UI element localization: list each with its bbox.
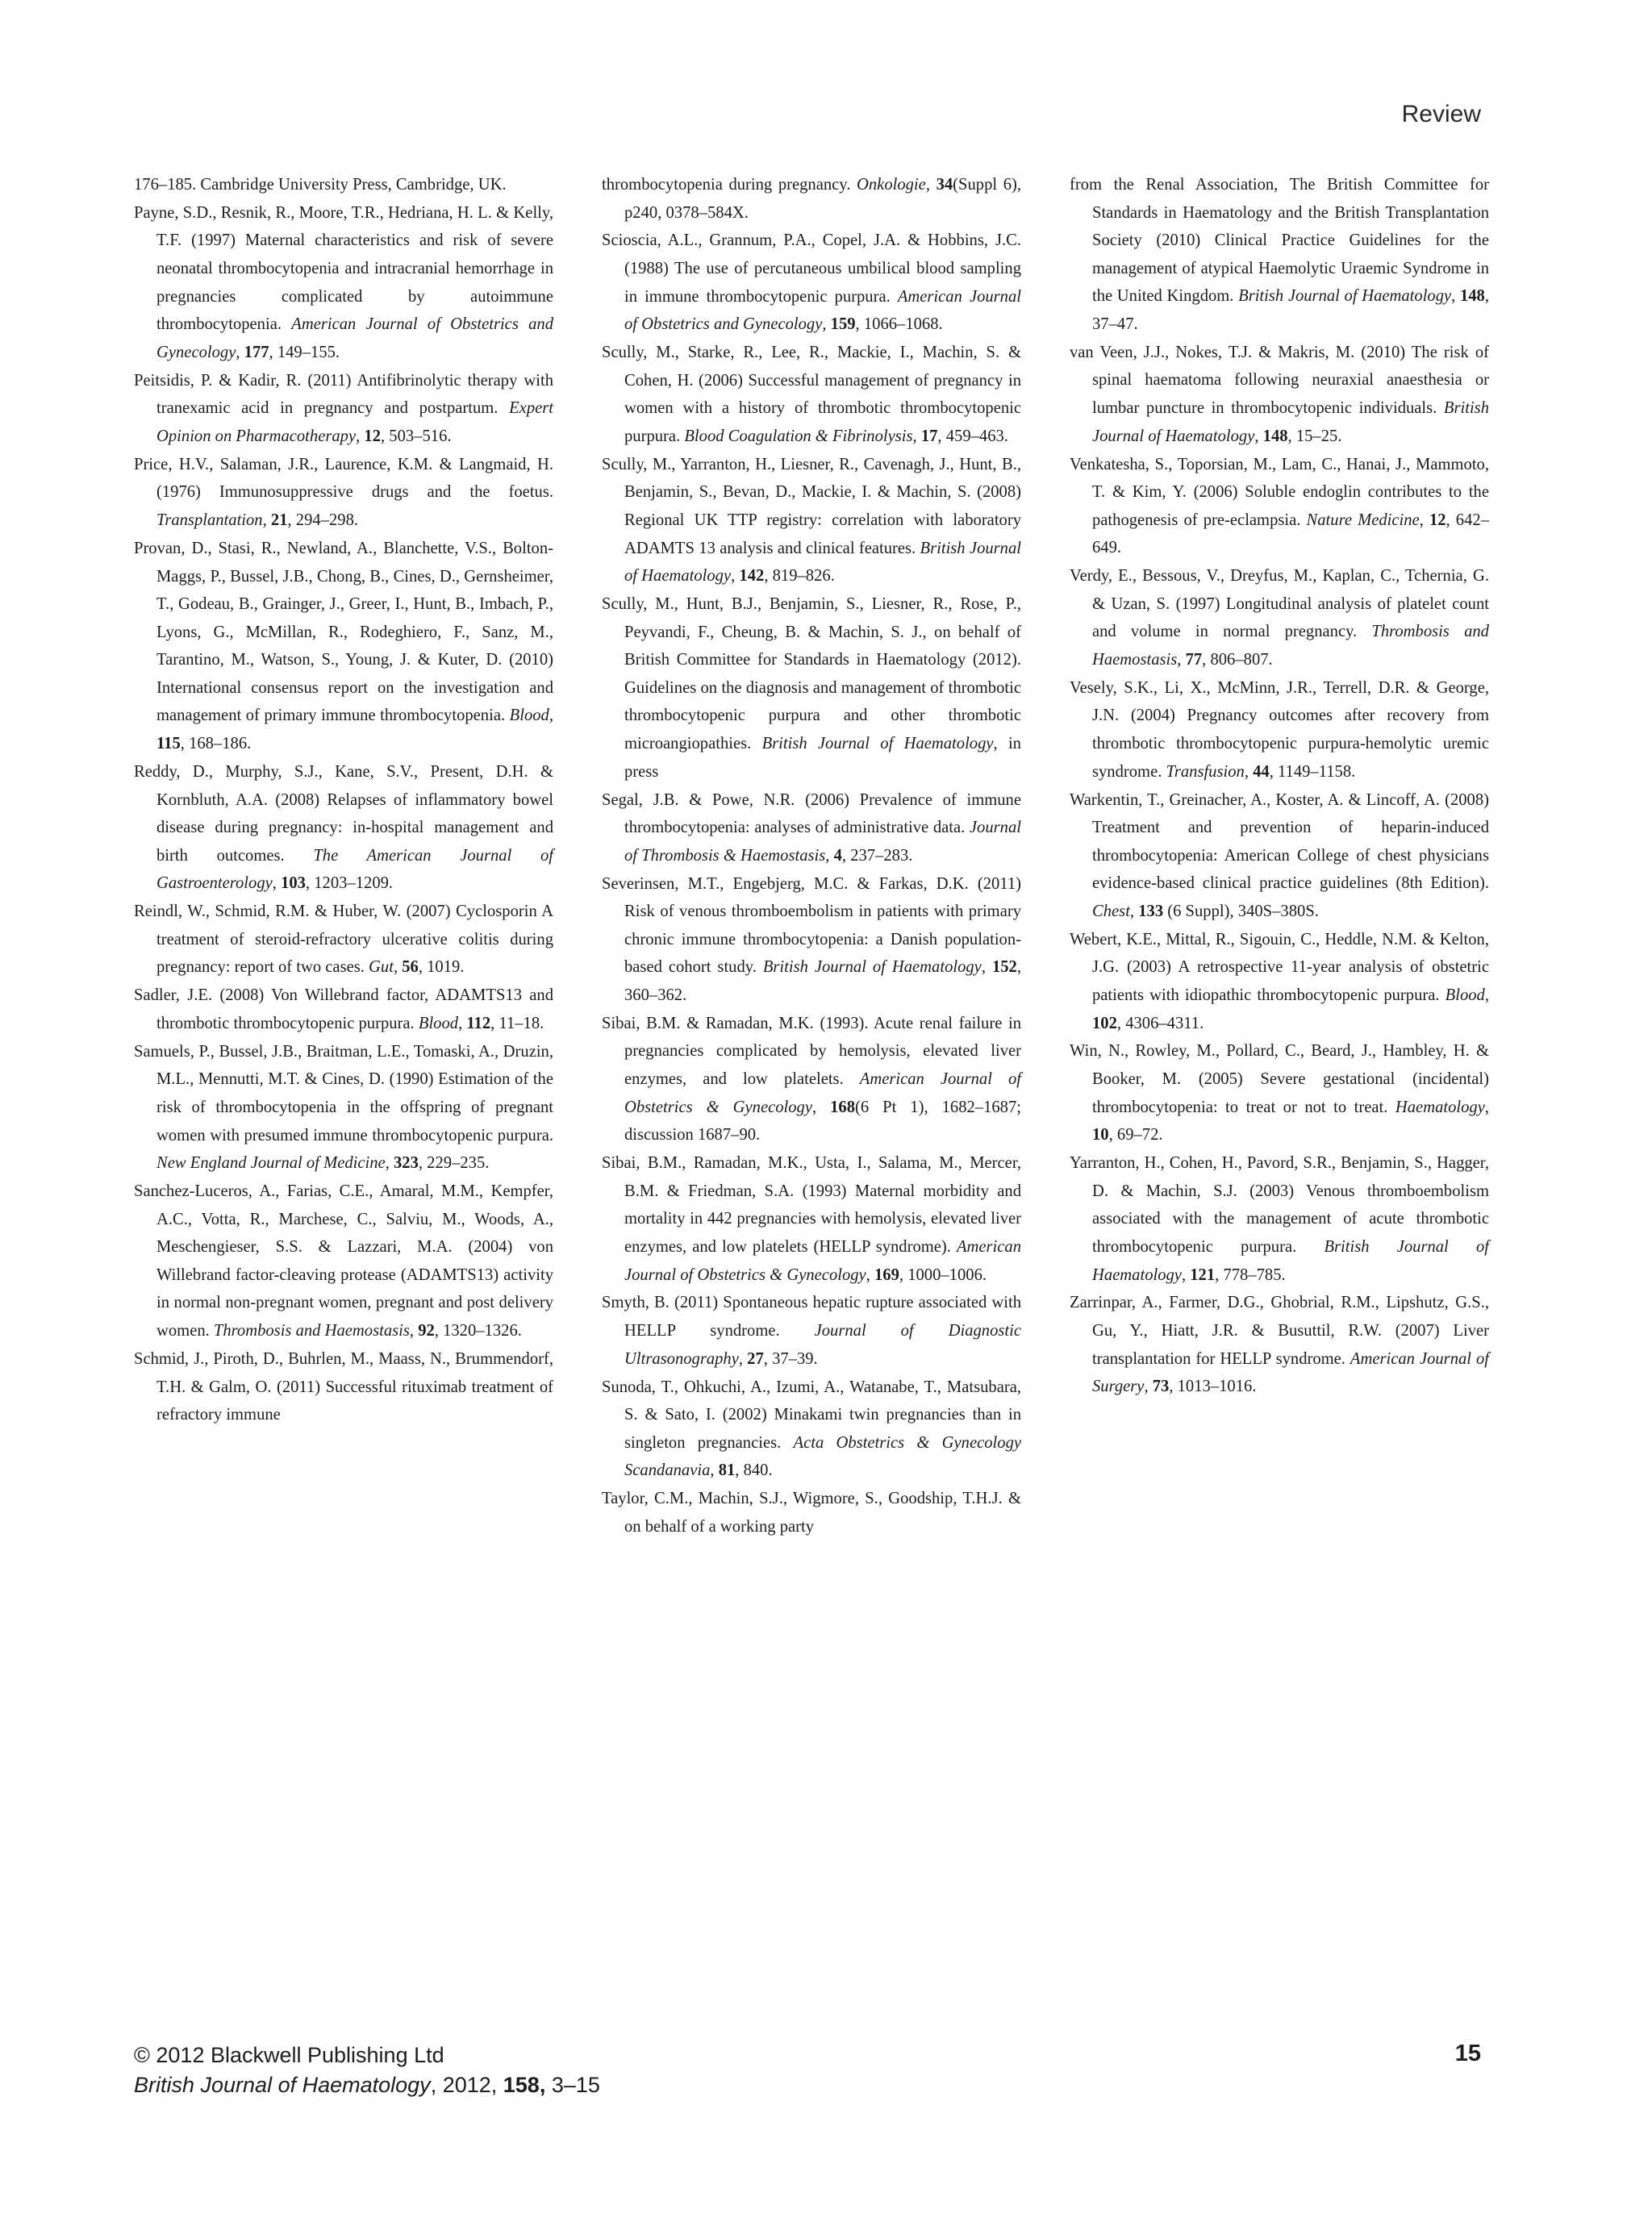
- reference-text: , 37–47.: [1092, 287, 1489, 333]
- reference-journal: British Journal of Haematology: [624, 539, 1021, 586]
- reference-entry: [134, 1178, 553, 1345]
- reference-text: Vesely, S.K., Li, X., McMinn, J.R., Terrell, D.R. & George, J.N. (2004) Pregnancy outcomes after recovery from thrombotic thrombocytopenic purpura-hemolytic uremic syndrome.: [1070, 678, 1489, 781]
- reference-volume: 115: [156, 735, 181, 753]
- reference-text: , 840.: [735, 1461, 773, 1480]
- reference-entry: [1070, 562, 1489, 673]
- reference-entry: [602, 1289, 1021, 1373]
- reference-volume: 112: [466, 1014, 491, 1032]
- reference-column-2: [602, 171, 1021, 1541]
- reference-volume: 34: [936, 176, 953, 194]
- reference-entry: [602, 1485, 1021, 1541]
- reference-journal: Transfusion: [1166, 762, 1245, 781]
- reference-text: , 294–298.: [287, 511, 359, 530]
- reference-journal: Thrombosis and Haemostasis: [1092, 623, 1489, 669]
- reference-volume: 56: [402, 958, 419, 977]
- reference-journal: British Journal of Haematology: [1092, 1237, 1489, 1284]
- reference-volume: 44: [1253, 762, 1270, 781]
- reference-text: , 1019.: [418, 958, 465, 977]
- reference-entry: [1070, 1149, 1489, 1289]
- reference-journal: Chest: [1092, 902, 1130, 920]
- reference-text: ,: [458, 1014, 467, 1032]
- reference-text: Taylor, C.M., Machin, S.J., Wigmore, S., Goodship, T.H.J. & on behalf of a working party: [602, 1490, 1021, 1536]
- reference-text: van Veen, J.J., Nokes, T.J. & Makris, M. (2010) The risk of spinal haematoma following neuraxial anaesthesia or lumbar puncture in thrombocytopenic individuals.: [1070, 343, 1489, 418]
- reference-volume: 148: [1262, 427, 1288, 445]
- journal-name: British Journal of Haematology: [134, 2073, 431, 2097]
- reference-text: Samuels, P., Bussel, J.B., Braitman, L.E., Tomaski, A., Druzin, M.L., Mennutti, M.T. & Cines, D. (1990) Estimation of the risk of thrombocytopenia in the offspring of pregnant women with presumed immune thrombocytopenic purpura.: [134, 1042, 553, 1144]
- reference-volume: 177: [244, 343, 269, 361]
- reference-text: Severinsen, M.T., Engebjerg, M.C. & Farkas, D.K. (2011) Risk of venous thromboembolism in patients with primary chronic immune thrombocytopenia: a Danish population-based cohort study.: [602, 874, 1021, 977]
- reference-text: ,: [262, 511, 271, 530]
- reference-text: ,: [1451, 287, 1460, 306]
- reference-text: Segal, J.B. & Powe, N.R. (2006) Prevalence of immune thrombocytopenia: analyses of administrative data.: [602, 790, 1021, 837]
- reference-volume: 73: [1152, 1378, 1170, 1396]
- reference-volume: 27: [747, 1349, 764, 1368]
- reference-text: ,: [1244, 762, 1254, 781]
- reference-journal: New England Journal of Medicine: [156, 1154, 386, 1173]
- reference-volume: 17: [920, 427, 938, 445]
- reference-text: Provan, D., Stasi, R., Newland, A., Blanchette, V.S., Bolton-Maggs, P., Bussel, J.B., Chong, B., Cines, D., Gernsheimer, T., Godeau, B., Grainger, J., Greer, I., Hunt, B., Imbach, P., Lyons, G., McMillan, R., Rodeghiero, F., Sanz, M., Tarantino, M., Watson, S., Young, J. & Kuter, D. (2010) International consensus report on the investigation and management of primary immune thrombocytopenia.: [134, 539, 553, 725]
- reference-entry: [134, 367, 553, 451]
- reference-text: 176–185. Cambridge University Press, Cambridge, UK.: [134, 176, 507, 194]
- reference-volume: 21: [270, 511, 288, 530]
- reference-text: , 459–463.: [937, 427, 1008, 445]
- reference-volume: 4: [833, 846, 842, 865]
- reference-journal: Onkologie: [857, 176, 926, 194]
- reference-text: , 15–25.: [1287, 427, 1342, 445]
- reference-text: ,: [393, 958, 403, 977]
- reference-entry: [134, 1038, 553, 1178]
- reference-journal: Transplantation: [156, 511, 263, 530]
- reference-text: (6 Pt 1), 1682–1687; discussion 1687–90.: [624, 1098, 1021, 1144]
- reference-volume: 77: [1185, 650, 1203, 669]
- reference-entry: [134, 1345, 553, 1429]
- reference-entry: [134, 982, 553, 1037]
- reference-entry: [134, 535, 553, 758]
- reference-entry: [134, 199, 553, 367]
- reference-text: ,: [1484, 1098, 1489, 1116]
- reference-text: ,: [1419, 511, 1429, 529]
- reference-text: Verdy, E., Bessous, V., Dreyfus, M., Kaplan, C., Tchernia, G. & Uzan, S. (1997) Longitudinal analysis of platelet count and volume in normal pregnancy.: [1070, 567, 1489, 641]
- reference-journal: The American Journal of Gastroenterology: [156, 846, 553, 893]
- reference-journal: Nature Medicine: [1306, 511, 1420, 529]
- reference-text: , 11–18.: [490, 1014, 544, 1032]
- reference-text: Webert, K.E., Mittal, R., Sigouin, C., Heddle, N.M. & Kelton, J.G. (2003) A retrospective 11-year analysis of obstetric patients with idiopathic thrombocytopenic purpura.: [1070, 930, 1489, 1004]
- reference-entry: [1070, 339, 1489, 450]
- reference-text: , 1000–1006.: [899, 1265, 987, 1284]
- reference-text: (6 Suppl), 340S–380S.: [1163, 902, 1319, 920]
- journal-citation-line: [134, 2070, 600, 2100]
- reference-entry: [602, 1374, 1021, 1485]
- reference-journal: American Journal of Surgery: [1092, 1349, 1489, 1396]
- reference-entry: [134, 171, 553, 199]
- reference-entry: [602, 870, 1021, 1010]
- reference-entry: [602, 171, 1021, 227]
- section-header: Review: [1401, 101, 1481, 127]
- reference-volume: 121: [1190, 1265, 1216, 1284]
- reference-entry: [1070, 674, 1489, 786]
- reference-text: ,: [549, 707, 553, 725]
- reference-text: ,: [825, 846, 834, 865]
- reference-text: Sibai, B.M., Ramadan, M.K., Usta, I., Salama, M., Mercer, B.M. & Friedman, S.A. (1993) Maternal morbidity and mortality in 442 pregnancies with hemolysis, elevated liver enzymes, and low platelets (HELLP syndrome).: [602, 1154, 1021, 1256]
- reference-text: , 1066–1068.: [855, 315, 943, 334]
- reference-volume: 169: [874, 1265, 899, 1284]
- reference-text: ,: [1177, 650, 1186, 669]
- reference-text: Scully, M., Yarranton, H., Liesner, R., Cavenagh, J., Hunt, B., Benjamin, S., Bevan, D., Mackie, I. & Machin, S. (2008) Regional UK TTP registry: correlation with laboratory ADAMTS 13 analysis and clinical features.: [602, 455, 1021, 557]
- page-number: 15: [1454, 2041, 1481, 2066]
- reference-text: ,: [1484, 986, 1489, 1004]
- reference-text: , 168–186.: [180, 735, 252, 753]
- reference-text: ,: [731, 567, 740, 586]
- reference-text: ,: [866, 1265, 874, 1284]
- reference-entry: [602, 786, 1021, 870]
- reference-text: ,: [1144, 1378, 1153, 1396]
- reference-journal: American Journal of Obstetrics and Gynecology: [156, 315, 553, 361]
- reference-column-1: [134, 171, 553, 1429]
- reference-text: , 237–283.: [841, 846, 913, 865]
- reference-journal: American Journal of Obstetrics & Gynecology: [624, 1237, 1021, 1284]
- reference-text: Warkentin, T., Greinacher, A., Koster, A. & Lincoff, A. (2008) Treatment and prevention of heparin-induced thrombocytopenia: American College of chest physicians evidence-based clinical practice guidelines (8th Edition).: [1070, 790, 1489, 893]
- footer-citation: [134, 2041, 600, 2100]
- reference-text: Scully, M., Hunt, B.J., Benjamin, S., Liesner, R., Rose, P., Peyvandi, F., Cheung, B. & Machin, S. J., on behalf of British Committee for Standards in Haematology (2012). Guidelines on the diagnosis and management of thrombotic thrombocytopenic purpura and other thrombotic microangiopathies.: [602, 595, 1021, 753]
- reference-text: ,: [356, 427, 365, 445]
- reference-text: Payne, S.D., Resnik, R., Moore, T.R., Hedriana, H. L. & Kelly, T.F. (1997) Maternal characteristics and risk of severe neonatal thrombocytopenia and intracranial hemorrhage in pregnancies complicated by autoimmune thrombocytopenia.: [134, 203, 553, 334]
- reference-entry: [134, 898, 553, 982]
- reference-journal: Haematology: [1395, 1098, 1485, 1116]
- reference-text: Schmid, J., Piroth, D., Buhrlen, M., Maass, N., Brummendorf, T.H. & Galm, O. (2011) Successful rituximab treatment of refractory immune: [134, 1349, 553, 1424]
- reference-entry: [602, 590, 1021, 786]
- reference-entry: [1070, 926, 1489, 1037]
- reference-text: ,: [912, 427, 921, 445]
- reference-text: , 1320–1326.: [434, 1322, 522, 1340]
- reference-entry: [602, 1010, 1021, 1149]
- reference-text: Scully, M., Starke, R., Lee, R., Mackie, I., Machin, S. & Cohen, H. (2006) Successful management of pregnancy in women with a history of thrombotic thrombocytopenic purpura.: [602, 344, 1021, 445]
- reference-journal: British Journal of Haematology: [762, 958, 982, 977]
- reference-volume: 12: [1429, 511, 1446, 529]
- reference-journal: Acta Obstetrics & Gynecology Scandanavia: [624, 1433, 1022, 1480]
- reference-text: ,: [385, 1154, 394, 1173]
- reference-text: Sadler, J.E. (2008) Von Willebrand factor, ADAMTS13 and thrombotic thrombocytopenic purpura.: [134, 986, 553, 1032]
- reference-text: Reindl, W., Schmid, R.M. & Huber, W. (2007) Cyclosporin A treatment of steroid-refractory ulcerative colitis during pregnancy: report of two cases.: [134, 903, 553, 977]
- reference-text: ,: [925, 176, 937, 194]
- reference-volume: 323: [393, 1154, 419, 1173]
- reference-text: ,: [1181, 1265, 1191, 1284]
- reference-text: , 37–39.: [763, 1349, 818, 1368]
- reference-text: ,: [1254, 427, 1263, 445]
- reference-entry: [602, 339, 1021, 450]
- journal-volume: 158,: [503, 2073, 546, 2097]
- reference-volume: 152: [991, 958, 1017, 977]
- reference-text: ,: [1129, 902, 1139, 920]
- reference-column-3: [1070, 171, 1489, 1401]
- reference-volume: 148: [1459, 287, 1485, 306]
- reference-text: , 1203–1209.: [305, 874, 394, 893]
- reference-text: Scioscia, A.L., Grannum, P.A., Copel, J.A. & Hobbins, J.C. (1988) The use of percutaneous umbilical blood sampling in immune thrombocytopenic purpura.: [602, 231, 1021, 306]
- reference-journal: American Journal of Obstetrics & Gynecology: [624, 1070, 1021, 1116]
- reference-text: , in press: [624, 735, 1021, 781]
- copyright-line: © 2012 Blackwell Publishing Ltd: [134, 2043, 444, 2067]
- reference-entry: [1070, 1037, 1489, 1149]
- reference-journal: American Journal of Obstetrics and Gynecology: [624, 287, 1022, 334]
- reference-text: , 806–807.: [1202, 650, 1273, 669]
- reference-journal: Expert Opinion on Pharmacotherapy: [156, 399, 553, 445]
- reference-text: Yarranton, H., Cohen, H., Pavord, S.R., Benjamin, S., Hagger, D. & Machin, S.J. (2003) Venous thromboembolism associated with the management of acute thrombotic thrombocytopenic purpura.: [1070, 1154, 1489, 1256]
- reference-journal: Journal of Thrombosis & Haemostasis: [624, 819, 1021, 865]
- reference-text: ,: [710, 1461, 719, 1480]
- reference-volume: 133: [1138, 902, 1164, 920]
- reference-entry: [602, 1149, 1021, 1289]
- reference-text: , 229–235.: [418, 1154, 490, 1173]
- reference-text: Venkatesha, S., Toporsian, M., Lam, C., Hanai, J., Mammoto, T. & Kim, Y. (2006) Soluble endoglin contributes to the pathogenesis of pre-eclampsia.: [1070, 455, 1489, 529]
- reference-entry: [602, 227, 1021, 338]
- reference-text: Win, N., Rowley, M., Pollard, C., Beard, J., Hambley, H. & Booker, M. (2005) Severe gestational (incidental) thrombocytopenia: to treat or not to treat.: [1070, 1042, 1489, 1116]
- journal-year: , 2012,: [430, 2073, 503, 2097]
- reference-text: Sibai, B.M. & Ramadan, M.K. (1993). Acute renal failure in pregnancies complicated by hemolysis, elevated liver enzymes, and low platelets.: [602, 1014, 1021, 1089]
- reference-text: ,: [811, 1098, 831, 1116]
- reference-text: thrombocytopenia during pregnancy.: [602, 176, 857, 194]
- reference-text: , 642–649.: [1092, 511, 1489, 557]
- reference-text: Sanchez-Luceros, A., Farias, C.E., Amaral, M.M., Kempfer, A.C., Votta, R., Marchese, C., Salviu, M., Woods, A., Meschengieser, S.S. & Lazzari, M.A. (2004) von Willebrand factor-cleaving protease (ADAMTS13) activity in normal non-pregnant women, pregnant and post delivery women.: [134, 1182, 553, 1340]
- reference-text: , 4306–4311.: [1116, 1014, 1204, 1032]
- reference-text: from the Renal Association, The British Committee for Standards in Haematology and the British Transplantation Society (2010) Clinical Practice Guidelines for the management of atypical Haemolytic Uraemic Syndrome in the United Kingdom.: [1070, 176, 1489, 306]
- reference-journal: Blood: [418, 1014, 459, 1032]
- reference-volume: 103: [281, 874, 306, 893]
- reference-text: , 819–826.: [764, 567, 835, 586]
- journal-pages: 3–15: [545, 2073, 600, 2097]
- reference-volume: 142: [739, 567, 765, 586]
- reference-entry: [134, 451, 553, 535]
- reference-volume: 92: [418, 1322, 435, 1340]
- reference-journal: British Journal of Haematology: [1092, 399, 1489, 445]
- reference-text: , 778–785.: [1215, 1265, 1286, 1284]
- reference-entry: [1070, 171, 1489, 339]
- reference-text: Reddy, D., Murphy, S.J., Kane, S.V., Present, D.H. & Kornbluth, A.A. (2008) Relapses of inflammatory bowel disease during pregnancy: in-hospital management and birth outcomes.: [134, 762, 553, 865]
- reference-journal: British Journal of Haematology: [1238, 287, 1452, 306]
- reference-text: ,: [236, 343, 244, 361]
- reference-entry: [134, 758, 553, 898]
- reference-journal: Journal of Diagnostic Ultrasonography: [624, 1322, 1022, 1368]
- reference-text: , 503–516.: [381, 427, 452, 445]
- reference-volume: 102: [1092, 1014, 1117, 1032]
- reference-text: , 1149–1158.: [1269, 762, 1356, 781]
- reference-entry: [602, 451, 1021, 590]
- reference-text: ,: [981, 958, 992, 977]
- reference-text: Price, H.V., Salaman, J.R., Laurence, K.M. & Langmaid, H. (1976) Immunosuppressive drugs and the foetus.: [134, 455, 553, 502]
- reference-text: Sunoda, T., Ohkuchi, A., Izumi, A., Watanabe, T., Matsubara, S. & Sato, I. (2002) Minakami twin pregnancies than in singleton pregnancies.: [602, 1378, 1021, 1452]
- reference-text: ,: [409, 1322, 419, 1340]
- reference-entry: [1070, 451, 1489, 562]
- reference-text: ,: [822, 315, 831, 334]
- reference-journal: Blood Coagulation & Fibrinolysis: [684, 427, 913, 445]
- reference-journal: Blood: [509, 707, 549, 725]
- reference-journal: Blood: [1445, 986, 1485, 1004]
- reference-journal: Gut: [369, 958, 394, 977]
- reference-text: (Suppl 6), p240, 0378–584X.: [624, 176, 1022, 222]
- reference-text: Smyth, B. (2011) Spontaneous hepatic rupture associated with HELLP syndrome.: [602, 1294, 1021, 1340]
- reference-journal: Thrombosis and Haemostasis: [213, 1322, 410, 1340]
- reference-text: ,: [738, 1349, 748, 1368]
- reference-text: , 1013–1016.: [1169, 1378, 1257, 1396]
- reference-entry: [1070, 786, 1489, 926]
- reference-text: Peitsidis, P. & Kadir, R. (2011) Antifibrinolytic therapy with tranexamic acid in pregnancy and postpartum.: [134, 371, 553, 418]
- reference-text: , 149–155.: [269, 343, 340, 361]
- reference-journal: British Journal of Haematology: [761, 735, 994, 753]
- reference-volume: 159: [830, 315, 856, 334]
- reference-entry: [1070, 1289, 1489, 1400]
- reference-text: Zarrinpar, A., Farmer, D.G., Ghobrial, R.M., Lipshutz, G.S., Gu, Y., Hiatt, J.R. & Busuttil, R.W. (2007) Liver transplantation for HELLP syndrome.: [1070, 1294, 1489, 1368]
- reference-text: , 69–72.: [1108, 1126, 1163, 1144]
- reference-text: , 360–362.: [624, 958, 1021, 1004]
- reference-volume: 12: [364, 427, 381, 445]
- reference-volume: 81: [718, 1461, 736, 1480]
- reference-volume: 168: [830, 1098, 856, 1116]
- reference-volume: 10: [1092, 1126, 1109, 1144]
- reference-text: ,: [272, 874, 282, 893]
